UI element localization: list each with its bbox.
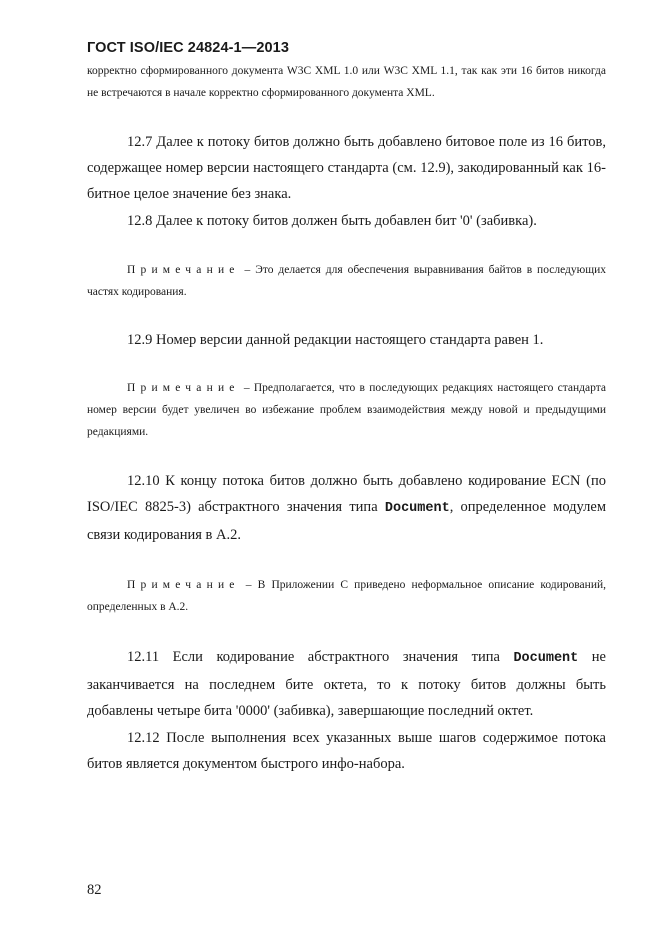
clause-12-10-before: 12.10 К концу потока битов должно быть добавлено кодирование ECN (по ISO/IEC 8825-3) абстрактного значения типа [87,473,606,515]
note-1 [87,259,606,303]
page-number: 82 [87,882,102,898]
note-1-label: Примечание [127,264,240,276]
note-3 [87,574,606,618]
clause-12-11 [87,644,606,724]
code-document: Document [384,501,450,516]
clause-12-12: 12.12 После выполнения всех указанных выше шагов содержимое потока битов является документом быстрого инфо-набора. [87,730,606,772]
clause-12-9: 12.9 Номер версии данной редакции настоящего стандарта равен 1. [127,332,544,348]
intro-paragraph: корректно сформированного документа W3C XML 1.0 или W3C XML 1.1, так как эти 16 битов никогда не встречаются в начале корректно сформированного документа XML. [87,65,606,99]
note-2-text: Предполагается, что в последующих редакциях настоящего стандарта номер версии будет увеличен во избежание проблем взаимодействия между новой и предыдущими редакциями. [87,382,607,438]
code-document: Document [513,651,579,666]
note-3-label: Примечание [127,579,240,591]
clause-12-11-before: 12.11 Если кодирование абстрактного значения типа [127,649,514,665]
note-2 [87,377,606,443]
clause-12-10-after: , определенное модулем связи кодирования в A.2. [87,499,606,543]
note-1-dash: – [239,264,256,276]
note-1-text: Это делается для обеспечения выравнивания байтов в последующих частях кодирования. [87,264,606,298]
note-3-dash: – [239,579,258,591]
clause-12-11-after: не заканчивается на последнем бите октета, то к потоку битов должны быть добавлены четыре бита '0000' (забивка), завершающие последний октет. [87,649,606,719]
clause-12-10 [87,468,606,548]
clause-12-7: 12.7 Далее к потоку битов должно быть добавлено битовое поле из 16 битов, содержащее номер версии настоящего стандарта (см. 12.9), закодированный как 16-битное целое значение без знака. [87,134,606,202]
note-2-label: Примечание [127,382,240,394]
note-3-text: В Приложении C приведено неформальное описание кодирований, определенных в A.2. [87,579,607,613]
note-2-dash: – [239,382,254,394]
clause-12-8: 12.8 Далее к потоку битов должен быть добавлен бит '0' (забивка). [127,213,537,229]
document-header: ГОСТ ISO/IEC 24824-1—2013 [87,40,289,56]
